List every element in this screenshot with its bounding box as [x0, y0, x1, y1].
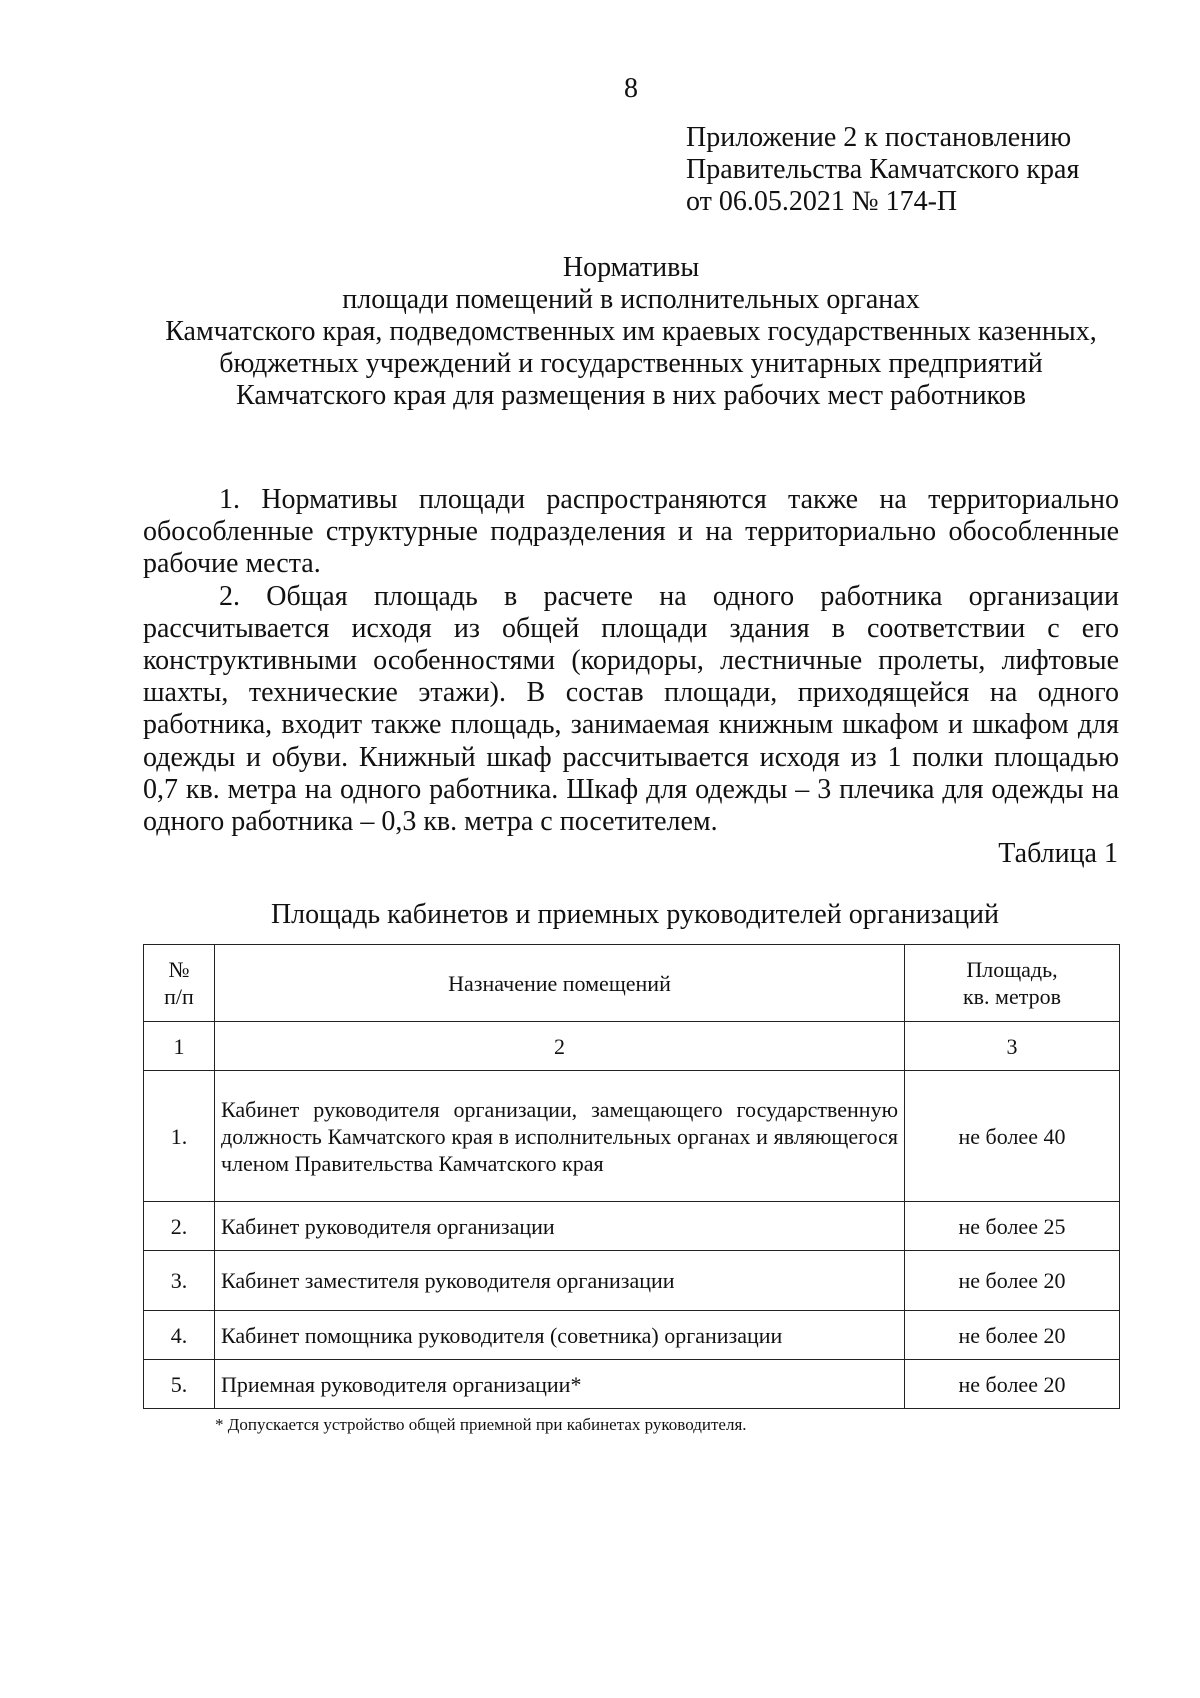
appendix-reference	[686, 122, 1156, 218]
column-number: 1	[144, 1022, 215, 1071]
row-num: 4.	[144, 1311, 215, 1360]
title-line: бюджетных учреждений и государственных унитарных предприятий	[219, 348, 1043, 379]
table-header-row	[144, 945, 1120, 1022]
row-num: 3.	[144, 1251, 215, 1311]
row-num: 5.	[144, 1360, 215, 1409]
table-caption: Площадь кабинетов и приемных руководителей организаций	[270, 899, 1000, 930]
column-number-row	[144, 1022, 1120, 1071]
row-purpose: Кабинет заместителя руководителя организации	[215, 1251, 905, 1311]
table-label: Таблица 1	[998, 838, 1118, 869]
row-num: 2.	[144, 1202, 215, 1251]
title-line: Камчатского края, подведомственных им краевых государственных казенных,	[165, 316, 1097, 347]
body-text	[143, 484, 1119, 838]
title-line: Камчатского края для размещения в них рабочих мест работников	[236, 380, 1026, 411]
header-area	[905, 945, 1120, 1022]
header-area-line: Площадь,	[966, 957, 1058, 982]
table-row	[144, 1071, 1120, 1202]
row-purpose: Кабинет руководителя организации, замещающего государственную должность Камчатского края в исполнительных органах и являющегося членом Правительства Камчатского края	[215, 1071, 905, 1202]
appendix-line: Приложение 2 к постановлению	[686, 122, 1072, 153]
title-line: Нормативы	[562, 252, 700, 283]
row-purpose: Кабинет помощника руководителя (советника) организации	[215, 1311, 905, 1360]
row-area: не более 20	[905, 1311, 1120, 1360]
header-num-line: п/п	[164, 984, 194, 1009]
table-row	[144, 1360, 1120, 1409]
title-line: площади помещений в исполнительных органах	[342, 284, 920, 315]
column-number: 3	[905, 1022, 1120, 1071]
table-row	[144, 1202, 1120, 1251]
row-num: 1.	[144, 1071, 215, 1202]
paragraph-2: 2. Общая площадь в расчете на одного работника организации рассчитывается исходя из общей площади здания в соответствии с его конструктивными особенностями (коридоры, лестничные пролеты, лифтовые шахты, технические этажи). В состав площади, приходящейся на одного работника, входит также площадь, занимаемая книжным шкафом и шкафом для одежды и обуви. Книжный шкаф рассчитывается исходя из 1 полки площадью 0,7 кв. метра на одного работника. Шкаф для одежды – 3 плечика для одежды на одного работника – 0,3 кв. метра с посетителем.	[143, 580, 1119, 838]
document-title	[143, 252, 1119, 412]
page-number: 8	[624, 73, 638, 104]
header-num-line: №	[168, 957, 190, 982]
column-number: 2	[215, 1022, 905, 1071]
row-area: не более 40	[905, 1071, 1120, 1202]
table-row	[144, 1251, 1120, 1311]
paragraph-1: 1. Нормативы площади распространяются также на территориально обособленные структурные подразделения и на территориально обособленные рабочие места.	[143, 484, 1119, 580]
row-area: не более 20	[905, 1360, 1120, 1409]
header-num	[144, 945, 215, 1022]
row-purpose: Приемная руководителя организации*	[215, 1360, 905, 1409]
header-purpose: Назначение помещений	[215, 945, 905, 1022]
row-area: не более 25	[905, 1202, 1120, 1251]
table-row	[144, 1311, 1120, 1360]
table-footnote: * Допускается устройство общей приемной при кабинетах руководителя.	[215, 1415, 747, 1434]
header-area-line: кв. метров	[962, 984, 1062, 1009]
row-area: не более 20	[905, 1251, 1120, 1311]
appendix-line: от 06.05.2021 № 174-П	[686, 186, 958, 217]
appendix-line: Правительства Камчатского края	[686, 154, 1080, 185]
norms-table	[143, 944, 1120, 1409]
row-purpose: Кабинет руководителя организации	[215, 1202, 905, 1251]
